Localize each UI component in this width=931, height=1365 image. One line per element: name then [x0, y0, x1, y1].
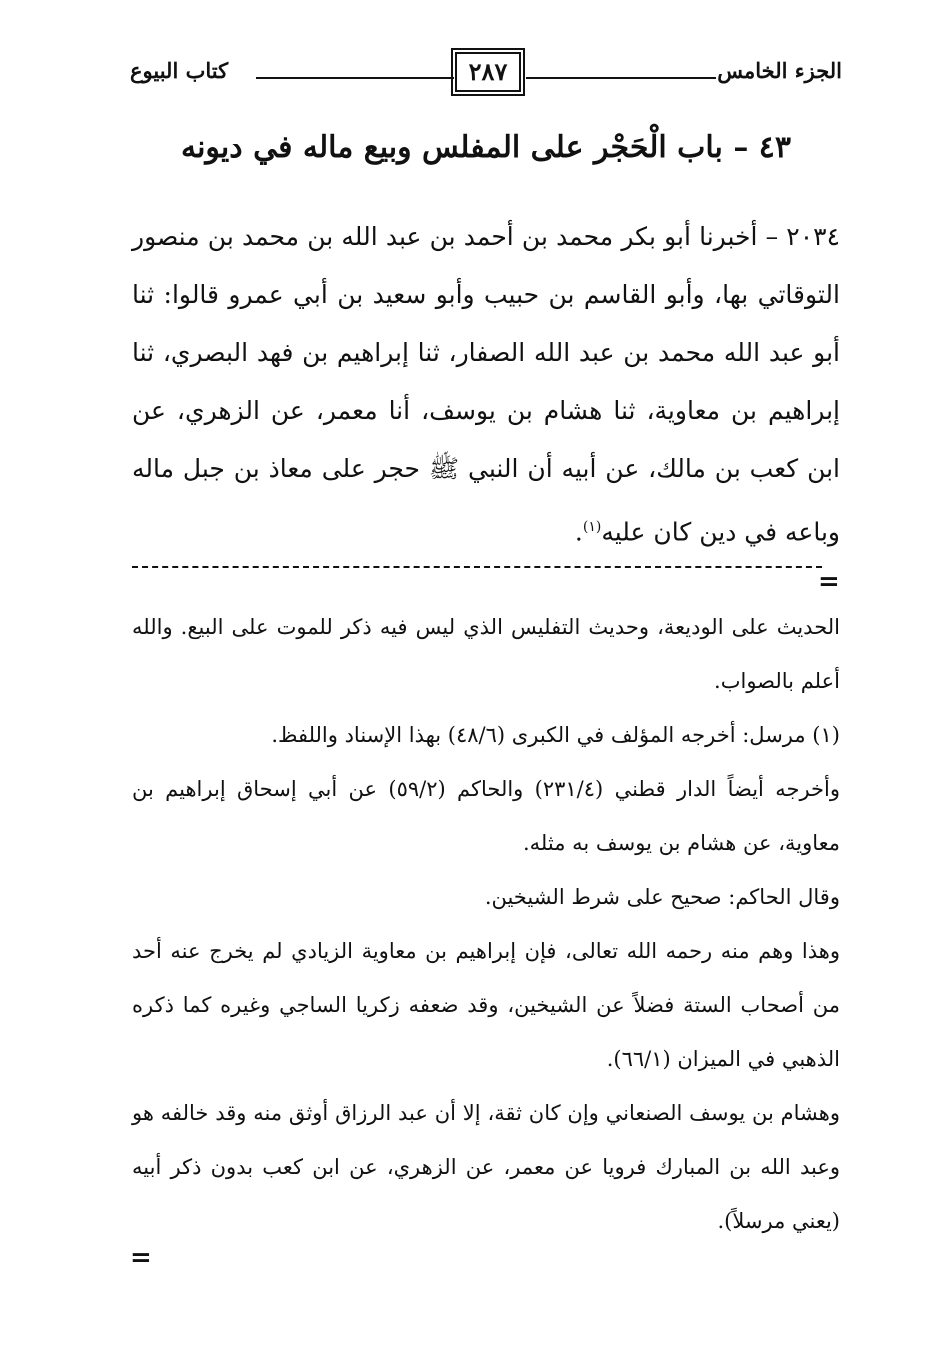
hadith-end: . — [574, 517, 583, 547]
hadith-body: ٢٠٣٤ – أخبرنا أبو بكر محمد بن أحمد بن عبد الله بن محمد بن منصور التوقاتي بها، وأبو القاسم بن حبيب وأبو سعيد بن أبي عمرو قالوا: ثنا أبو عبد الله محمد بن عبد الله الصفار، ثنا إبراهيم بن فهد البصري، ثنا إبراهيم بن معاوية، ثنا هشام بن يوسف، أنا معمر، عن الزهري، عن ابن كعب بن مالك، عن أبيه أن النبي ﷺ حجر على معاذ بن جبل ماله وباعه في دين كان عليه — [132, 222, 840, 547]
chapter-title: ٤٣ – باب الْحَجْر على المفلس وبيع ماله في ديونه — [180, 130, 791, 165]
footnote-line: وقال الحاكم: صحيح على شرط الشيخين. — [484, 885, 840, 909]
volume-label: الجزء الخامس — [717, 58, 842, 83]
continued-mark: = — [130, 1243, 152, 1273]
footnote-continued: الحديث على الوديعة، وحديث التفليس الذي ليس فيه ذكر للموت على البيع. والله أعلم بالصواب. — [132, 615, 840, 693]
footnotes — [132, 600, 840, 1248]
header-rule-right — [526, 77, 716, 79]
page-header — [130, 48, 842, 98]
hadith-text — [132, 208, 840, 561]
header-rule-left — [256, 77, 454, 79]
footnote-1: (١) مرسل: أخرجه المؤلف في الكبرى (٤٨/٦) بهذا الإسناد واللفظ. — [271, 723, 840, 747]
footnote-ref: (١) — [582, 519, 602, 535]
hadith-paragraph — [132, 208, 840, 561]
page-number-box: ٢٨٧ — [455, 52, 521, 92]
book-label: كتاب البيوع — [130, 58, 229, 83]
footnote-line: وهذا وهم منه رحمه الله تعالى، فإن إبراهيم بن معاوية الزيادي لم يخرج عنه أحد من أصحاب الستة فضلاً عن الشيخين، وقد ضعفه زكريا الساجي وغيره كما ذكره الذهبي في الميزان (٦٦/١). — [132, 939, 840, 1071]
footnote-line: وهشام بن يوسف الصنعاني وإن كان ثقة، إلا أن عبد الرزاق أوثق منه وقد خالفه هو وعبد الله بن المبارك فرويا عن معمر، عن الزهري، عن ابن كعب بدون ذكر أبيه (يعني مرسلاً). — [132, 1101, 840, 1233]
footnote-line: وأخرجه أيضاً الدار قطني (٢٣١/٤) والحاكم (٥٩/٢) عن أبي إسحاق إبراهيم بن معاوية، عن هشام بن يوسف به مثله. — [132, 777, 840, 855]
footnote-divider — [132, 566, 822, 568]
continuation-mark: = — [818, 567, 840, 597]
